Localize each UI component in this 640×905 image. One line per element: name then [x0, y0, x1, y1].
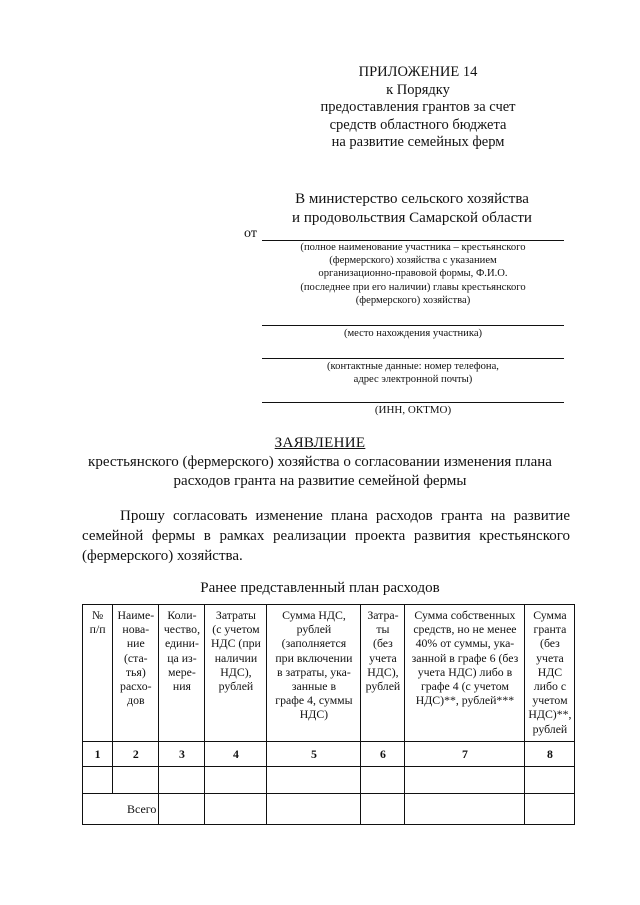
- table-title: Ранее представленный план расходов: [200, 580, 440, 596]
- column-number: 5: [267, 742, 361, 767]
- column-number: 3: [159, 742, 205, 767]
- statement-subtitle-line: крестьянского (фермерского) хозяйства о согласовании изменения плана: [88, 454, 552, 470]
- appendix-line: к Порядку: [386, 81, 450, 98]
- table-cell[interactable]: [113, 767, 159, 794]
- expense-plan-table: [82, 604, 575, 825]
- note-line: адрес электронной почты): [353, 374, 473, 386]
- table-cell[interactable]: [267, 767, 361, 794]
- table-cell[interactable]: [405, 767, 525, 794]
- header-cell: Сумма НДС, рублей (заполняется при включении в затраты, ука- занные в графе 4, суммы НДС): [267, 605, 361, 742]
- column-number: 7: [405, 742, 525, 767]
- table-cell[interactable]: [159, 794, 205, 825]
- table-cell[interactable]: [267, 794, 361, 825]
- contact-line[interactable]: [262, 358, 564, 359]
- statement-subtitle-line: расходов гранта на развитие семейной фермы: [173, 473, 467, 489]
- total-row: [83, 794, 575, 825]
- participant-note: [262, 241, 564, 307]
- appendix-line: на развитие семейных ферм: [331, 134, 505, 150]
- appendix-line: предоставления грантов за счет: [320, 99, 516, 115]
- table-cell[interactable]: [83, 767, 113, 794]
- table-cell[interactable]: [525, 794, 575, 825]
- table-cell[interactable]: [159, 767, 205, 794]
- table-cell[interactable]: [361, 794, 405, 825]
- contact-note: [262, 360, 564, 386]
- table-cell[interactable]: [525, 767, 575, 794]
- paragraph-line: (фермерского) хозяйства.: [82, 548, 243, 564]
- table-cell[interactable]: [205, 794, 267, 825]
- statement-heading: ЗАЯВЛЕНИЕ: [274, 435, 366, 451]
- header-cell: Затра- ты (без учета НДС), рублей: [361, 605, 405, 742]
- addressee-line: В министерство сельского хозяйства: [295, 191, 529, 207]
- note-line: (последнее при его наличии) главы крестьянского: [300, 281, 526, 293]
- column-number-row: [83, 742, 575, 767]
- header-cell: Сумма гранта (без учета НДС либо с учетом НДС)**, рублей: [525, 605, 575, 742]
- statement-title: [60, 434, 580, 491]
- table-header-row: [83, 605, 575, 742]
- request-paragraph: [82, 506, 570, 566]
- note-line: (полное наименование участника – крестьянского: [300, 242, 526, 253]
- note-line: организационно-правовой формы, Ф.И.О.: [318, 268, 508, 280]
- column-number: 8: [525, 742, 575, 767]
- from-label: от: [244, 226, 257, 241]
- appendix-number: ПРИЛОЖЕНИЕ 14: [358, 64, 478, 80]
- header-cell: Сумма собственных средств, но не менее 40% от суммы, ука- занной в графе 6 (без учета НДС) либо в графе 4 (с учетом НДС)**, рублей***: [405, 605, 525, 742]
- header-cell: № п/п: [83, 605, 113, 742]
- note-line: (фермерского) хозяйства с указанием: [329, 255, 497, 267]
- table-cell[interactable]: [405, 794, 525, 825]
- location-line[interactable]: [262, 325, 564, 326]
- addressee: [262, 190, 562, 228]
- column-number: 2: [113, 742, 159, 767]
- header-cell: Затраты (с учетом НДС (при наличии НДС), рублей: [205, 605, 267, 742]
- column-number: 6: [361, 742, 405, 767]
- header-cell: Коли- чество, едини- ца из- мере- ния: [159, 605, 205, 742]
- inn-line[interactable]: [262, 402, 564, 403]
- total-label: Всего: [83, 794, 159, 825]
- table-cell[interactable]: [361, 767, 405, 794]
- note-line: (контактные данные: номер телефона,: [327, 361, 499, 372]
- table-row: [83, 767, 575, 794]
- appendix-line: средств областного бюджета: [329, 116, 507, 133]
- column-number: 4: [205, 742, 267, 767]
- location-note: (место нахождения участника): [343, 328, 483, 339]
- addressee-line: и продовольствия Самарской области: [292, 210, 532, 226]
- appendix-header: [300, 64, 536, 152]
- paragraph-line: Прошу согласовать изменение плана расходов гранта на развитие: [120, 508, 570, 524]
- note-line: (фермерского) хозяйства): [355, 294, 471, 306]
- header-cell: Наиме- нова- ние (ста- тья) расхо- дов: [113, 605, 159, 742]
- inn-note: (ИНН, ОКТМО): [374, 404, 452, 416]
- paragraph-line: семейной фермы в рамках реализации проекта развития крестьянского: [82, 528, 570, 544]
- table-cell[interactable]: [205, 767, 267, 794]
- column-number: 1: [83, 742, 113, 767]
